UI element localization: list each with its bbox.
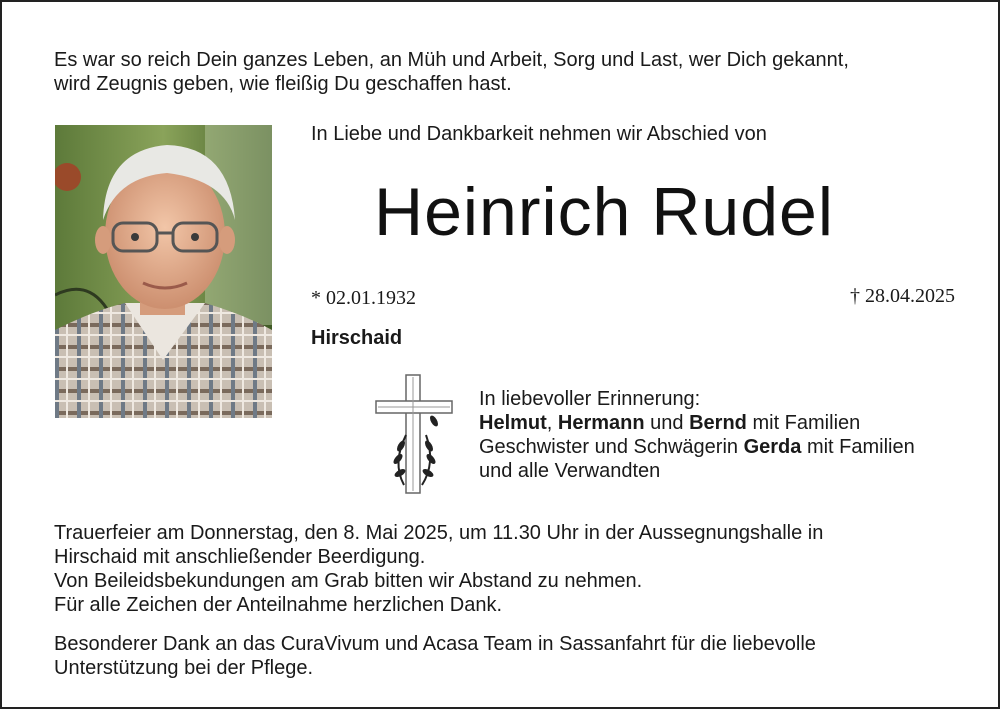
thanks-line-1: Besonderer Dank an das CuraVivum und Acasa Team in Sassanfahrt für die liebevolle: [54, 633, 816, 655]
funeral-line-4: Für alle Zeichen der Anteilnahme herzlichen Dank.: [54, 594, 503, 616]
deceased-name: Heinrich Rudel: [374, 174, 834, 250]
mourners-line-2: Helmut, Hermann und Bernd mit Familien: [479, 412, 861, 434]
portrait-photo: [55, 125, 272, 418]
verse-line-1: Es war so reich Dein ganzes Leben, an Müh und Arbeit, Sorg und Last, wer Dich gekannt,: [54, 49, 849, 71]
mourner-name: Hermann: [557, 412, 645, 434]
death-date: † 28.04.2025: [850, 285, 955, 307]
mourners-line-1: In liebevoller Erinnerung:: [479, 388, 701, 410]
cross-icon: [374, 373, 454, 495]
place: Hirschaid: [311, 327, 403, 349]
verse: [54, 48, 954, 96]
funeral-line-3: Von Beileidsbekundungen am Grab bitten wir Abstand zu nehmen.: [54, 570, 643, 592]
mourners: [479, 387, 915, 483]
thanks-note: [54, 632, 954, 680]
funeral-line-2: Hirschaid mit anschließender Beerdigung.: [54, 546, 426, 568]
intro-text: In Liebe und Dankbarkeit nehmen wir Abschied von: [311, 123, 767, 145]
mourners-line-4: und alle Verwandten: [479, 460, 661, 482]
mourners-line-3: Geschwister und Schwägerin Gerda mit Familien: [479, 436, 915, 458]
funeral-info: [54, 521, 954, 617]
mourner-name: Helmut: [479, 412, 547, 434]
mourner-name: Gerda: [743, 436, 802, 458]
mourner-name: Bernd: [689, 412, 747, 434]
birth-date: * 02.01.1932: [311, 287, 416, 309]
verse-line-2: wird Zeugnis geben, wie fleißig Du geschaffen hast.: [54, 73, 512, 95]
funeral-line-1: Trauerfeier am Donnerstag, den 8. Mai 2025, um 11.30 Uhr in der Aussegnungshalle in: [54, 522, 824, 544]
thanks-line-2: Unterstützung bei der Pflege.: [54, 657, 314, 679]
